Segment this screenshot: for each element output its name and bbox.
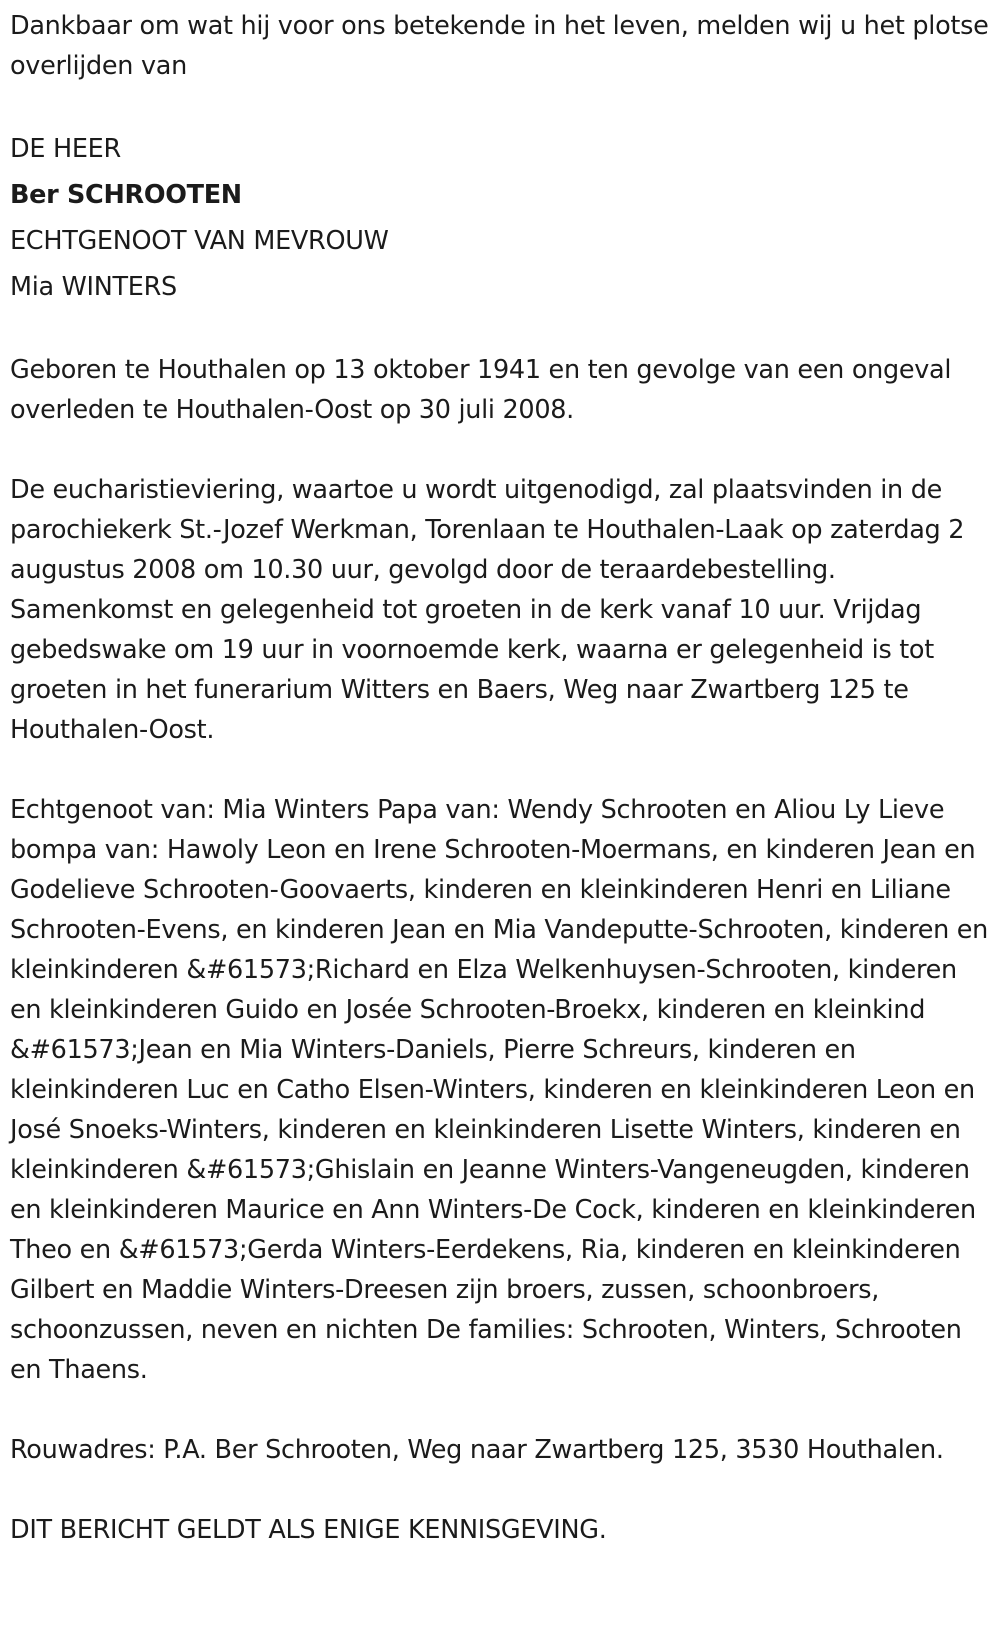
ceremony-section xyxy=(10,470,990,750)
sole-notice: DIT BERICHT GELDT ALS ENIGE KENNISGEVING. xyxy=(10,1515,607,1545)
intro-text: Dankbaar om wat hij voor ons betekende in het leven, melden wij u het plotse overlijden van xyxy=(10,11,989,81)
salutation: DE HEER xyxy=(10,134,121,164)
deceased-heading xyxy=(10,126,990,310)
spouse-label: ECHTGENOOT VAN MEVROUW xyxy=(10,226,389,256)
notice-section xyxy=(10,1510,990,1550)
deceased-name: Ber SCHROOTEN xyxy=(10,180,242,210)
birth-death-section xyxy=(10,350,990,430)
mourning-address: Rouwadres: P.A. Ber Schrooten, Weg naar Zwartberg 125, 3530 Houthalen. xyxy=(10,1435,944,1465)
family-text: Echtgenoot van: Mia Winters Papa van: Wendy Schrooten en Aliou Ly Lieve bompa van: Hawoly Leon en Irene Schrooten-Moermans, en kinderen Jean en Godelieve Schrooten-Goovaerts, kinderen en kleinkinderen Henri en Liliane Schrooten-Evens, en kinderen Jean en Mia Vandeputte-Schrooten, kinderen en kleinkinderen &#61573;Richard en Elza Welkenhuysen-Schrooten, kinderen en kleinkinderen Guido en Josée Schrooten-Broekx, kinderen en kleinkind &#61573;Jean en Mia Winters-Daniels, Pierre Schreurs, kinderen en kleinkinderen Luc en Catho Elsen-Winters, kinderen en kleinkinderen Leon en José Snoeks-Winters, kinderen en kleinkinderen Lisette Winters, kinderen en kleinkinderen &#61573;Ghislain en Jeanne Winters-Vangeneugden, kinderen en kleinkinderen Maurice en Ann Winters-De Cock, kinderen en kleinkinderen Theo en &#61573;Gerda Winters-Eerdekens, Ria, kinderen en kleinkinderen Gilbert en Maddie Winters-Dreesen zijn broers, zussen, schoonbroers, schoonzussen, neven en nichten De families: Schrooten, Winters, Schrooten en Thaens. xyxy=(10,795,989,1385)
family-section xyxy=(10,790,990,1390)
address-section xyxy=(10,1430,990,1470)
spouse-name: Mia WINTERS xyxy=(10,272,177,302)
ceremony-text: De eucharistieviering, waartoe u wordt uitgenodigd, zal plaatsvinden in de parochiekerk St.-Jozef Werkman, Torenlaan te Houthalen-Laak op zaterdag 2 augustus 2008 om 10.30 uur, gevolgd door de teraardebestelling. Samenkomst en gelegenheid tot groeten in de kerk vanaf 10 uur. Vrijdag gebedswake om 19 uur in voornoemde kerk, waarna er gelegenheid is tot groeten in het funerarium Witters en Baers, Weg naar Zwartberg 125 te Houthalen-Oost. xyxy=(10,475,965,745)
intro-section xyxy=(10,6,990,86)
birth-death-text: Geboren te Houthalen op 13 oktober 1941 en ten gevolge van een ongeval overleden te Houthalen-Oost op 30 juli 2008. xyxy=(10,355,952,425)
